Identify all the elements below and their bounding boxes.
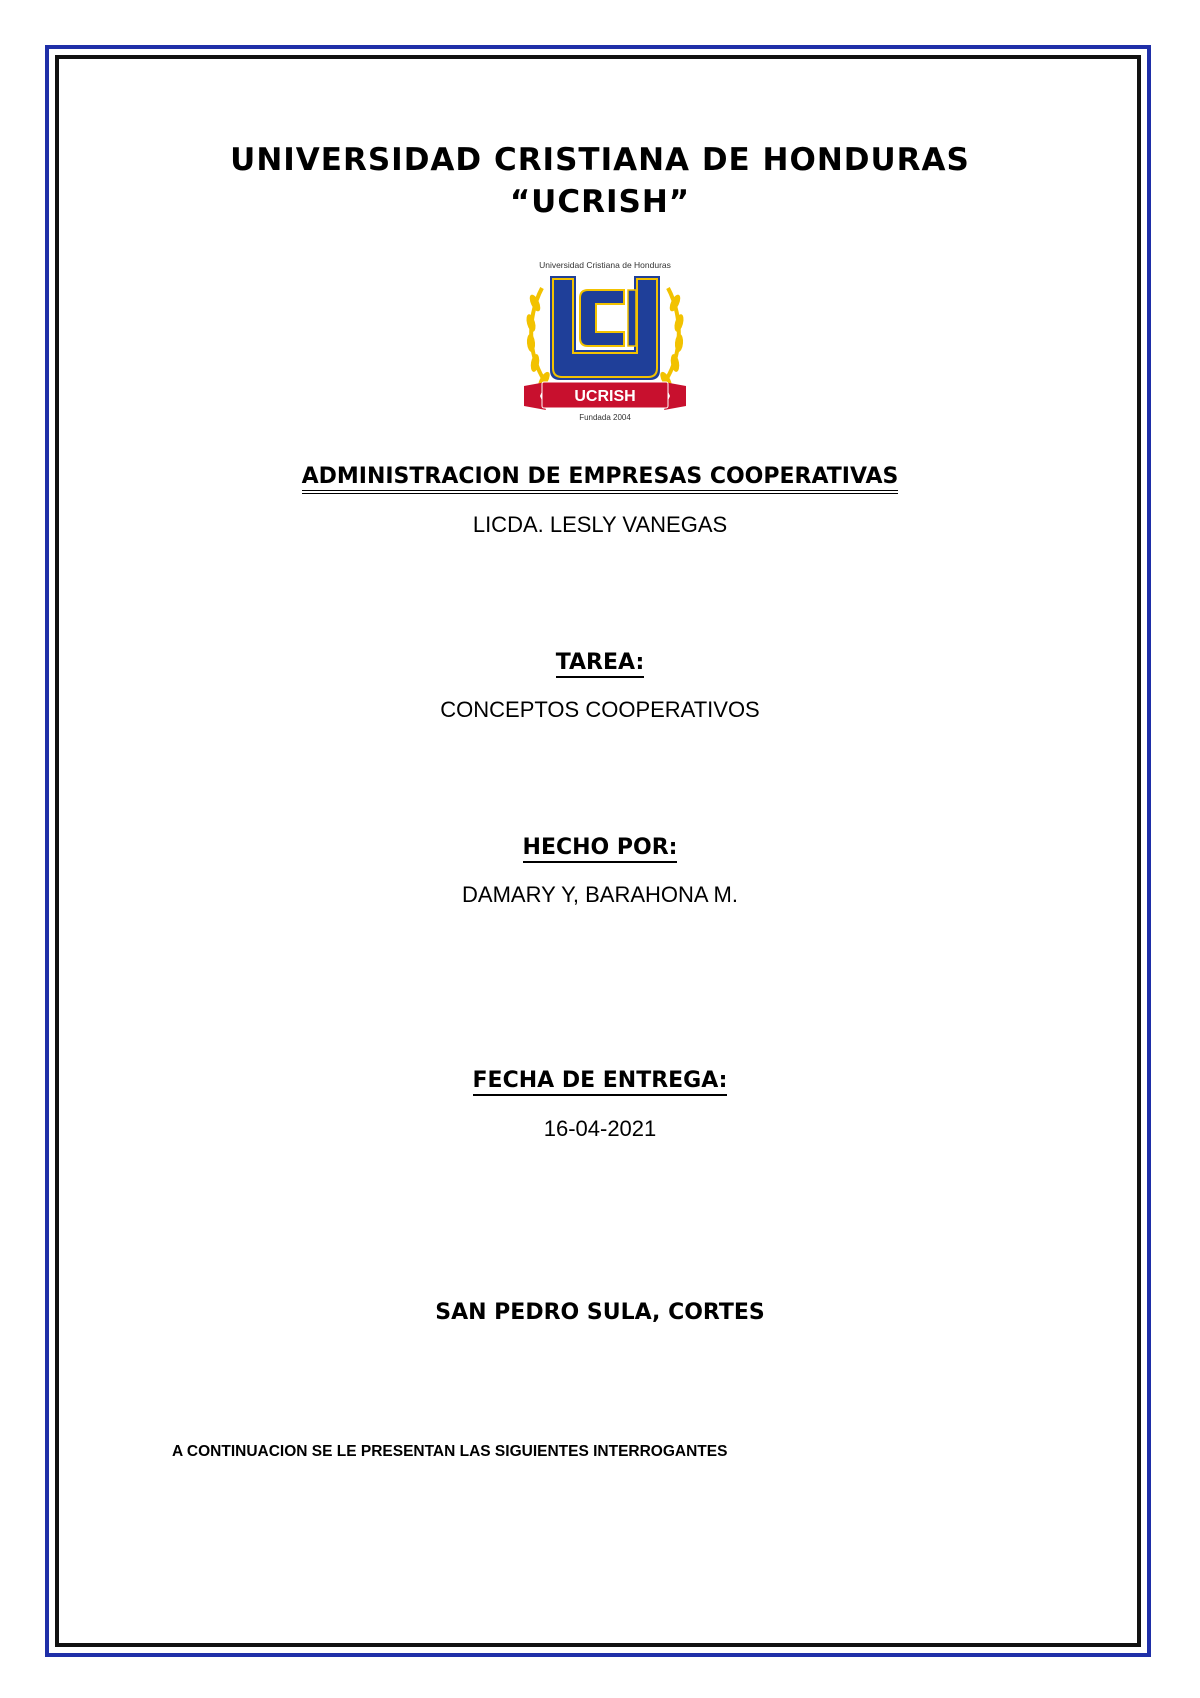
author-value: DAMARY Y, BARAHONA M.: [462, 882, 738, 907]
task-label-text: TAREA:: [556, 650, 645, 678]
author-label-text: HECHO POR:: [523, 835, 678, 863]
task-value: CONCEPTOS COOPERATIVOS: [440, 697, 760, 722]
intro-text: A CONTINUACION SE LE PRESENTAN LAS SIGUIENTES INTERROGANTES: [172, 1443, 728, 1460]
author-label: [0, 835, 1200, 860]
logo-c-letter: [580, 290, 624, 346]
logo-founded-text: Fundada 2004: [579, 413, 631, 422]
delivery-date-value: 16-04-2021: [543, 1116, 657, 1141]
right-wheat-icon: [656, 288, 685, 393]
logo-banner-text: UCRISH: [574, 388, 636, 405]
logo-i-letter: [628, 290, 636, 346]
university-acronym: “UCRISH”: [509, 184, 691, 220]
course-title-text: ADMINISTRACION DE EMPRESAS COOPERATIVAS: [302, 464, 899, 494]
location: SAN PEDRO SULA, CORTES: [435, 1300, 765, 1325]
logo-top-text: Universidad Cristiana de Honduras: [539, 260, 671, 270]
university-logo: [520, 258, 690, 430]
university-name: UNIVERSIDAD CRISTIANA DE HONDURAS: [230, 142, 970, 178]
teacher-name: LICDA. LESLY VANEGAS: [472, 512, 728, 537]
task-label: [0, 650, 1200, 675]
delivery-date-label-text: FECHA DE ENTREGA:: [473, 1068, 728, 1096]
delivery-date-label: [0, 1068, 1200, 1093]
left-wheat-icon: [525, 288, 554, 393]
course-title: [0, 464, 1200, 489]
